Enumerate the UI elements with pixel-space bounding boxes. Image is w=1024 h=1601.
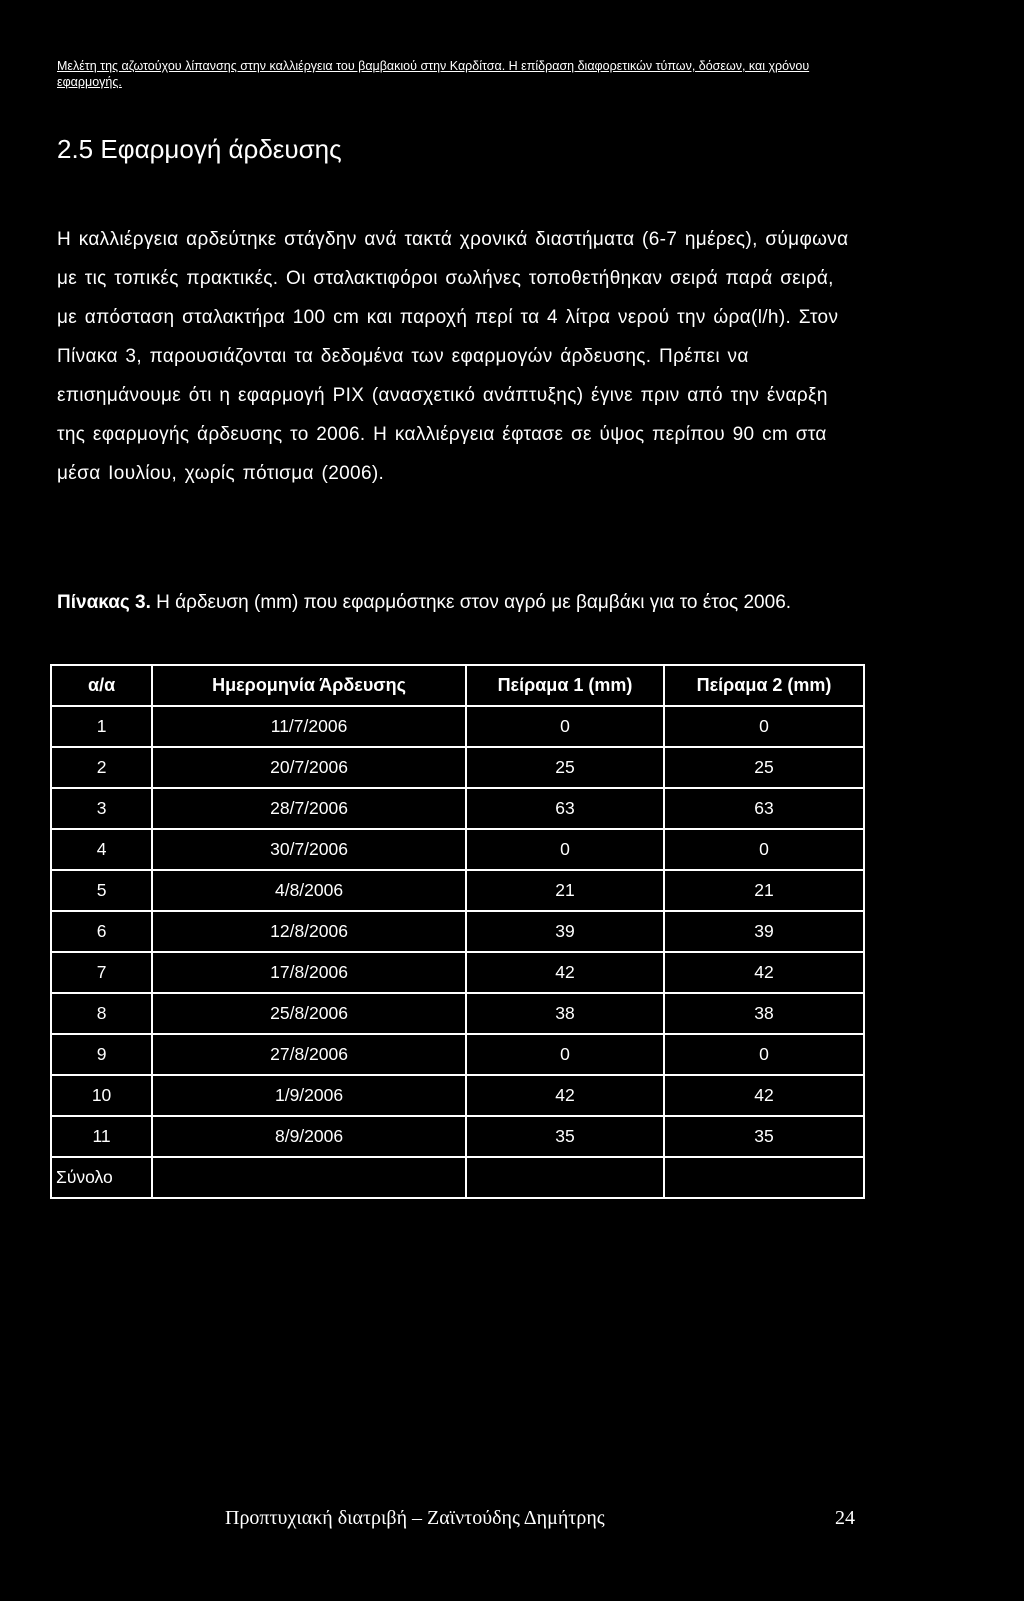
table-row [51, 1075, 864, 1116]
cell-experiment-1: 25 [466, 747, 664, 788]
column-header-experiment-1: Πείραμα 1 (mm) [466, 665, 664, 706]
table-row [51, 829, 864, 870]
cell-date: 30/7/2006 [152, 829, 466, 870]
cell-aa: 4 [51, 829, 152, 870]
cell-empty [664, 1157, 864, 1198]
cell-experiment-2: 0 [664, 1034, 864, 1075]
table-total-row [51, 1157, 864, 1198]
cell-date: 25/8/2006 [152, 993, 466, 1034]
cell-experiment-2: 21 [664, 870, 864, 911]
cell-experiment-2: 35 [664, 1116, 864, 1157]
cell-date: 17/8/2006 [152, 952, 466, 993]
cell-experiment-1: 38 [466, 993, 664, 1034]
cell-experiment-1: 0 [466, 1034, 664, 1075]
table-row [51, 788, 864, 829]
cell-experiment-2: 42 [664, 952, 864, 993]
table-row [51, 747, 864, 788]
cell-total-label: Σύνολο [51, 1157, 152, 1198]
cell-aa: 11 [51, 1116, 152, 1157]
cell-experiment-1: 42 [466, 1075, 664, 1116]
cell-experiment-2: 39 [664, 911, 864, 952]
table-caption-label: Πίνακας 3. [57, 592, 151, 613]
cell-date: 12/8/2006 [152, 911, 466, 952]
table-row [51, 1116, 864, 1157]
cell-aa: 2 [51, 747, 152, 788]
cell-date: 28/7/2006 [152, 788, 466, 829]
cell-experiment-1: 0 [466, 706, 664, 747]
table-caption-text: Η άρδευση (mm) που εφαρμόστηκε στον αγρό με βαμβάκι για το έτος 2006. [150, 592, 792, 613]
running-header: Μελέτη της αζωτούχου λίπανσης στην καλλιέργεια του βαμβακιού στην Καρδίτσα. Η επίδραση διαφορετικών τύπων, δόσεων, και χρόνου εφαρμογής. [57, 59, 810, 89]
body-paragraph: Η καλλιέργεια αρδεύτηκε στάγδην ανά τακτά χρονικά διαστήματα (6-7 ημέρες), σύμφωνα με τις τοπικές πρακτικές. Οι σταλακτιφόροι σωλήνες τοποθετήθηκαν σειρά παρά σειρά, με απόσταση σταλακτήρα 100 cm και παροχή περί τα 4 λίτρα νερού την ώρα(l/h). Στον Πίνακα 3, παρουσιάζονται τα δεδομένα των εφαρμογών άρδευσης. Πρέπει να επισημάνουμε ότι η εφαρμογή PIX (ανασχετικό ανάπτυξης) έγινε πριν από την έναρξη της εφαρμογής άρδευσης το 2006. Η καλλιέργεια έφτασε σε ύψος περίπου 90 cm στα μέσα Ιουλίου, χωρίς πότισμα (2006). [57, 229, 849, 484]
section-title: 2.5 Εφαρμογή άρδευσης [57, 134, 342, 164]
table-row [51, 952, 864, 993]
cell-empty [466, 1157, 664, 1198]
table-row [51, 993, 864, 1034]
cell-experiment-1: 21 [466, 870, 664, 911]
table-row [51, 1034, 864, 1075]
cell-date: 1/9/2006 [152, 1075, 466, 1116]
column-header-aa: α/α [51, 665, 152, 706]
cell-aa: 10 [51, 1075, 152, 1116]
column-header-date: Ημερομηνία Άρδευσης [152, 665, 466, 706]
cell-empty [152, 1157, 466, 1198]
cell-date: 11/7/2006 [152, 706, 466, 747]
cell-experiment-1: 35 [466, 1116, 664, 1157]
cell-date: 8/9/2006 [152, 1116, 466, 1157]
cell-aa: 1 [51, 706, 152, 747]
cell-date: 27/8/2006 [152, 1034, 466, 1075]
table-row [51, 911, 864, 952]
cell-experiment-2: 0 [664, 706, 864, 747]
cell-experiment-2: 38 [664, 993, 864, 1034]
cell-aa: 9 [51, 1034, 152, 1075]
table-row [51, 870, 864, 911]
cell-aa: 3 [51, 788, 152, 829]
irrigation-table [50, 664, 865, 1199]
cell-experiment-2: 0 [664, 829, 864, 870]
cell-aa: 6 [51, 911, 152, 952]
table-caption [57, 585, 857, 621]
cell-experiment-1: 39 [466, 911, 664, 952]
cell-experiment-1: 0 [466, 829, 664, 870]
table-row [51, 706, 864, 747]
cell-experiment-1: 42 [466, 952, 664, 993]
page-number: 24 [835, 1507, 855, 1529]
cell-aa: 8 [51, 993, 152, 1034]
cell-experiment-2: 25 [664, 747, 864, 788]
table-header-row [51, 665, 864, 706]
cell-date: 4/8/2006 [152, 870, 466, 911]
cell-experiment-2: 63 [664, 788, 864, 829]
cell-experiment-2: 42 [664, 1075, 864, 1116]
cell-date: 20/7/2006 [152, 747, 466, 788]
cell-experiment-1: 63 [466, 788, 664, 829]
cell-aa: 7 [51, 952, 152, 993]
column-header-experiment-2: Πείραμα 2 (mm) [664, 665, 864, 706]
cell-aa: 5 [51, 870, 152, 911]
footer-title: Προπτυχιακή διατριβή – Ζαϊντούδης Δημήτρης [225, 1507, 605, 1529]
